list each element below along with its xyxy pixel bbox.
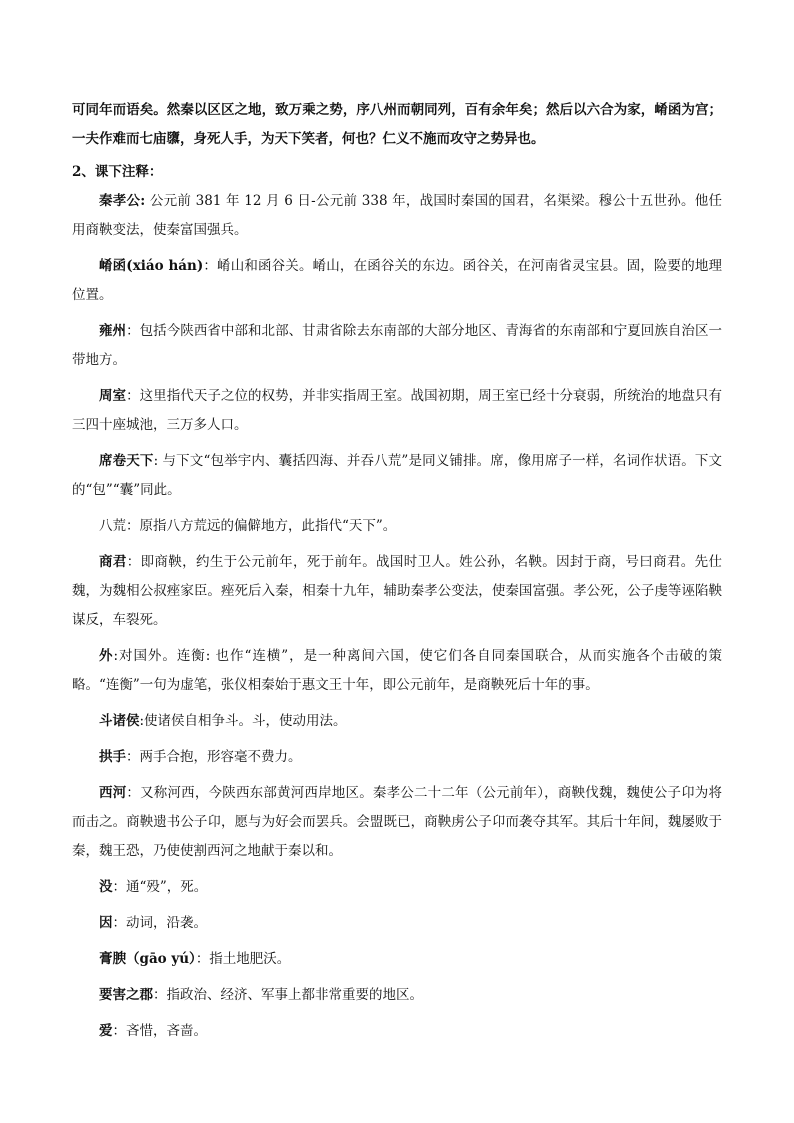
note-text: :对国外。连衡: 也作“连横”，是一种离间六国，使它们各自同秦国联合，从而实施各个击破的策略。“连衡”一句为虚笔，张仪相秦始于惠文王十年，即公元前年，是商鞅死后十年的事。 (72, 648, 722, 693)
note-term: 要害之郡 (99, 987, 153, 1003)
note-term: 周室 (99, 388, 127, 404)
note-term: 雍州 (99, 323, 127, 339)
note-text: ：指政治、经济、军事上都非常重要的地区。 (153, 987, 423, 1003)
note-text: ：吝惜，吝啬。 (112, 1023, 207, 1039)
note-term: 崤函(xiáo hán) (99, 258, 204, 274)
note-text: 公元前 381 年 12 月 6 日-公元前 338 年，战国时秦国的国君，名渠梁。穆公十五世孙。他任用商鞅变法，使秦富国强兵。 (72, 193, 723, 238)
note-term: 西河 (99, 785, 127, 801)
note-text: ：即商鞅，约生于公元前年，死于前年。战国时卫人。姓公孙，名鞅。因封于商，号曰商君。先仕魏，为魏相公叔痤家臣。痤死后入秦，相秦十九年，辅助秦孝公变法，使秦国富强。孝公死，公子虔等诬陷鞅谋反，车裂死。 (72, 554, 723, 628)
note-term: 席卷天下 (99, 453, 154, 469)
note-text: ：指土地肥沃。 (195, 951, 291, 967)
note-term: 没 (99, 879, 113, 895)
note-gongshou (72, 743, 722, 772)
note-term: 膏腴（gāo yú） (99, 951, 196, 967)
note-yaohai-zhi-jun (72, 981, 722, 1010)
note-qin-xiaogong (72, 187, 722, 245)
note-xihe (72, 779, 722, 866)
note-bahuang (72, 512, 722, 541)
note-term: 秦孝公: (99, 193, 146, 209)
note-gaoyu (72, 945, 722, 974)
note-text: :使诸侯自相争斗。斗，使动用法。 (139, 713, 347, 729)
note-term: 爱 (99, 1023, 113, 1039)
note-wai-lianheng (72, 642, 722, 700)
note-yin (72, 909, 722, 938)
note-term: 拱手 (99, 749, 126, 765)
intro-paragraph: 可同年而语矣。然秦以区区之地，致万乘之势，序八州而朝同列，百有余年矣；然后以六合为家，崤函为宫；一夫作难而七庙隳，身死人手，为天下笑者，何也？仁义不施而攻守之势异也。 (72, 102, 722, 147)
note-xiaohan (72, 252, 722, 310)
note-text: ：动词，沿袭。 (112, 915, 207, 931)
document-page (72, 96, 722, 1053)
note-text: ：通“殁”，死。 (112, 879, 208, 895)
note-term: 因 (99, 915, 113, 931)
note-text: ：两手合抱，形容毫不费力。 (126, 749, 302, 765)
note-xijuan-tianxia (72, 447, 722, 505)
annotation-list (72, 187, 722, 1046)
note-zhoushi (72, 382, 722, 440)
note-dou-zhuhou (72, 707, 722, 736)
note-term: 商君 (99, 554, 127, 570)
note-term: 斗诸侯 (99, 713, 140, 729)
note-text: ：这里指代天子之位的权势，并非实指周王室。战国初期，周王室已经十分衰弱，所统治的地盘只有三四十座城池，三万多人口。 (72, 388, 723, 433)
note-term: 外 (99, 648, 114, 664)
note-ai (72, 1017, 722, 1046)
note-yongzhou (72, 317, 722, 375)
note-text: ：崤山和函谷关。崤山，在函谷关的东边。函谷关，在河南省灵宝县。固，险要的地理位置。 (72, 258, 723, 303)
note-shangjun (72, 548, 722, 635)
section-heading: 2、课下注释： (72, 164, 163, 180)
note-text: 八荒：原指八方荒远的偏僻地方，此指代“天下”。 (99, 518, 397, 534)
note-text: ：又称河西，今陕西东部黄河西岸地区。秦孝公二十二年（公元前年），商鞅伐魏，魏使公子卬为将而击之。商鞅遗书公子卬，愿与为好会而罢兵。会盟既已，商鞅虏公子卬而袭夺其军。其后十年间，魏屡败于秦，魏王恐，乃使使割西河之地献于秦以和。 (72, 785, 723, 859)
note-text: : 与下文“包举宇内、囊括四海、并吞八荒”是同义铺排。席，像用席子一样，名词作状语。下文的“包”“囊”同此。 (72, 453, 722, 498)
note-mo (72, 873, 722, 902)
note-text: ：包括今陕西省中部和北部、甘肃省除去东南部的大部分地区、青海省的东南部和宁夏回族自治区一带地方。 (72, 323, 723, 368)
